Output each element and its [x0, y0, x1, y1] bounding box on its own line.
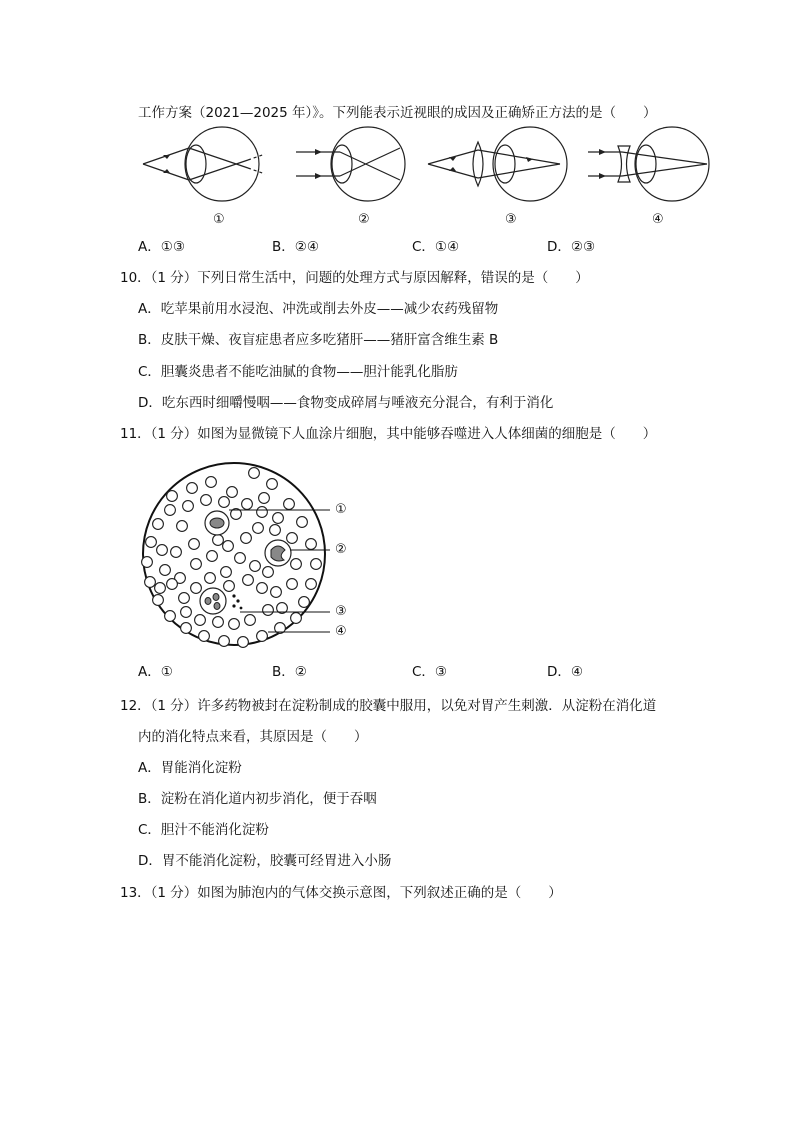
- q12-option-b[interactable]: B．淀粉在消化道内初步消化，便于吞咽: [138, 791, 377, 807]
- white-blood-cell-2: [265, 540, 291, 566]
- blood-smear-figure: [0, 460, 794, 660]
- red-blood-cell: [191, 559, 202, 570]
- eye-diagram-4: [588, 127, 709, 201]
- red-blood-cell: [145, 577, 156, 588]
- eye-diagram-3: [428, 127, 567, 201]
- q12-stem-line-2: 内的消化特点来看，其原因是（ ）: [138, 729, 368, 745]
- red-blood-cell: [153, 595, 164, 606]
- q12-stem-line-1: 12．（1 分）许多药物被封在淀粉制成的胶囊中服用，以免对胃产生刺激．从淀粉在消化道: [120, 698, 657, 714]
- smear-label-2: ②: [335, 542, 347, 557]
- red-blood-cell: [291, 559, 302, 570]
- red-blood-cell: [199, 631, 210, 642]
- red-blood-cell: [157, 545, 168, 556]
- smear-label-1: ①: [335, 502, 347, 517]
- q9-option-d[interactable]: D．②③: [547, 239, 596, 255]
- q12-option-d[interactable]: D．胃不能消化淀粉，胶囊可经胃进入小肠: [138, 853, 392, 869]
- white-blood-cell-3: [200, 588, 226, 614]
- eye-diagram-1: [143, 127, 265, 201]
- red-blood-cell: [223, 541, 234, 552]
- red-blood-cell: [224, 581, 235, 592]
- red-blood-cell: [257, 631, 268, 642]
- red-blood-cell: [243, 575, 254, 586]
- q10-option-b[interactable]: B．皮肤干燥、夜盲症患者应多吃猪肝——猪肝富含维生素 B: [138, 332, 499, 348]
- red-blood-cell: [263, 567, 274, 578]
- q9-option-c[interactable]: C．①④: [412, 239, 460, 255]
- red-blood-cell: [213, 617, 224, 628]
- red-blood-cell: [267, 479, 278, 490]
- red-blood-cell: [238, 637, 249, 648]
- eye-diagrams-figure: [0, 128, 794, 268]
- red-blood-cell: [205, 573, 216, 584]
- red-blood-cell: [235, 553, 246, 564]
- q13-stem: 13．（1 分）如图为肺泡内的气体交换示意图，下列叙述正确的是（ ）: [120, 885, 562, 901]
- q11-option-b[interactable]: B．②: [272, 664, 307, 680]
- red-blood-cell: [189, 539, 200, 550]
- red-blood-cell: [241, 533, 252, 544]
- red-blood-cell: [219, 636, 230, 647]
- q11-stem: 11．（1 分）如图为显微镜下人血涂片细胞，其中能够吞噬进入人体细菌的细胞是（ ）: [120, 426, 657, 442]
- red-blood-cell: [187, 483, 198, 494]
- red-blood-cell: [284, 499, 295, 510]
- red-blood-cell: [297, 517, 308, 528]
- red-blood-cell: [227, 487, 238, 498]
- red-blood-cell: [179, 593, 190, 604]
- red-blood-cell: [165, 505, 176, 516]
- red-blood-cell: [250, 561, 261, 572]
- eye-diagram-2: [296, 127, 405, 201]
- red-blood-cell: [311, 559, 322, 570]
- red-blood-cell: [183, 501, 194, 512]
- red-blood-cell: [242, 499, 253, 510]
- red-blood-cell: [165, 611, 176, 622]
- q10-stem: 10．（1 分）下列日常生活中，问题的处理方式与原因解释，错误的是（ ）: [120, 270, 589, 286]
- red-blood-cell: [271, 587, 282, 598]
- red-blood-cell: [291, 613, 302, 624]
- red-blood-cell: [146, 537, 157, 548]
- red-blood-cell: [253, 523, 264, 534]
- smear-label-4: ④: [335, 624, 347, 639]
- red-blood-cell: [191, 583, 202, 594]
- q9-option-b[interactable]: B．②④: [272, 239, 319, 255]
- q12-option-a[interactable]: A．胃能消化淀粉: [138, 760, 242, 776]
- red-blood-cell: [155, 583, 166, 594]
- eye-diagram-label-2: ②: [358, 212, 370, 227]
- red-blood-cell: [306, 539, 317, 550]
- q11-option-d[interactable]: D．④: [547, 664, 583, 680]
- red-blood-cell: [257, 507, 268, 518]
- q9-stem: 工作方案（2021—2025 年）》。下列能表示近视眼的成因及正确矫正方法的是（ ）: [138, 105, 657, 121]
- red-blood-cell: [273, 513, 284, 524]
- red-blood-cell: [206, 477, 217, 488]
- red-blood-cell: [249, 468, 260, 479]
- red-blood-cell: [167, 579, 178, 590]
- red-blood-cell: [299, 597, 310, 608]
- q10-option-a[interactable]: A．吃苹果前用水浸泡、冲洗或削去外皮——减少农药残留物: [138, 301, 499, 317]
- q9-option-a[interactable]: A．①③: [138, 239, 185, 255]
- q11-option-a[interactable]: A．①: [138, 664, 173, 680]
- red-blood-cell: [207, 551, 218, 562]
- red-blood-cell: [195, 615, 206, 626]
- red-blood-cell: [167, 491, 178, 502]
- q10-option-c[interactable]: C．胆囊炎患者不能吃油腻的食物——胆汁能乳化脂肪: [138, 364, 458, 380]
- red-blood-cell: [142, 557, 153, 568]
- red-blood-cell: [171, 547, 182, 558]
- smear-label-3: ③: [335, 604, 347, 619]
- red-blood-cell: [229, 619, 240, 630]
- red-blood-cell: [263, 605, 274, 616]
- red-blood-cell: [287, 579, 298, 590]
- red-blood-cell: [245, 615, 256, 626]
- platelets: [232, 594, 242, 609]
- red-blood-cell: [259, 493, 270, 504]
- red-blood-cell: [153, 519, 164, 530]
- red-blood-cell: [270, 525, 281, 536]
- red-blood-cell: [306, 579, 317, 590]
- red-blood-cell: [181, 623, 192, 634]
- eye-diagram-label-3: ③: [505, 212, 517, 227]
- red-blood-cell: [219, 497, 230, 508]
- red-blood-cell: [257, 583, 268, 594]
- red-blood-cell: [221, 567, 232, 578]
- red-blood-cell: [160, 565, 171, 576]
- eye-diagram-label-4: ④: [652, 212, 664, 227]
- red-blood-cell: [177, 521, 188, 532]
- red-blood-cell: [181, 607, 192, 618]
- eye-diagram-label-1: ①: [213, 212, 225, 227]
- q10-option-d[interactable]: D．吃东西时细嚼慢咽——食物变成碎屑与唾液充分混合，有利于消化: [138, 395, 554, 411]
- red-blood-cell: [213, 535, 224, 546]
- q12-option-c[interactable]: C．胆汁不能消化淀粉: [138, 822, 269, 838]
- red-blood-cell: [201, 495, 212, 506]
- q11-option-c[interactable]: C．③: [412, 664, 448, 680]
- red-blood-cell: [287, 533, 298, 544]
- white-blood-cell-1: [205, 511, 229, 535]
